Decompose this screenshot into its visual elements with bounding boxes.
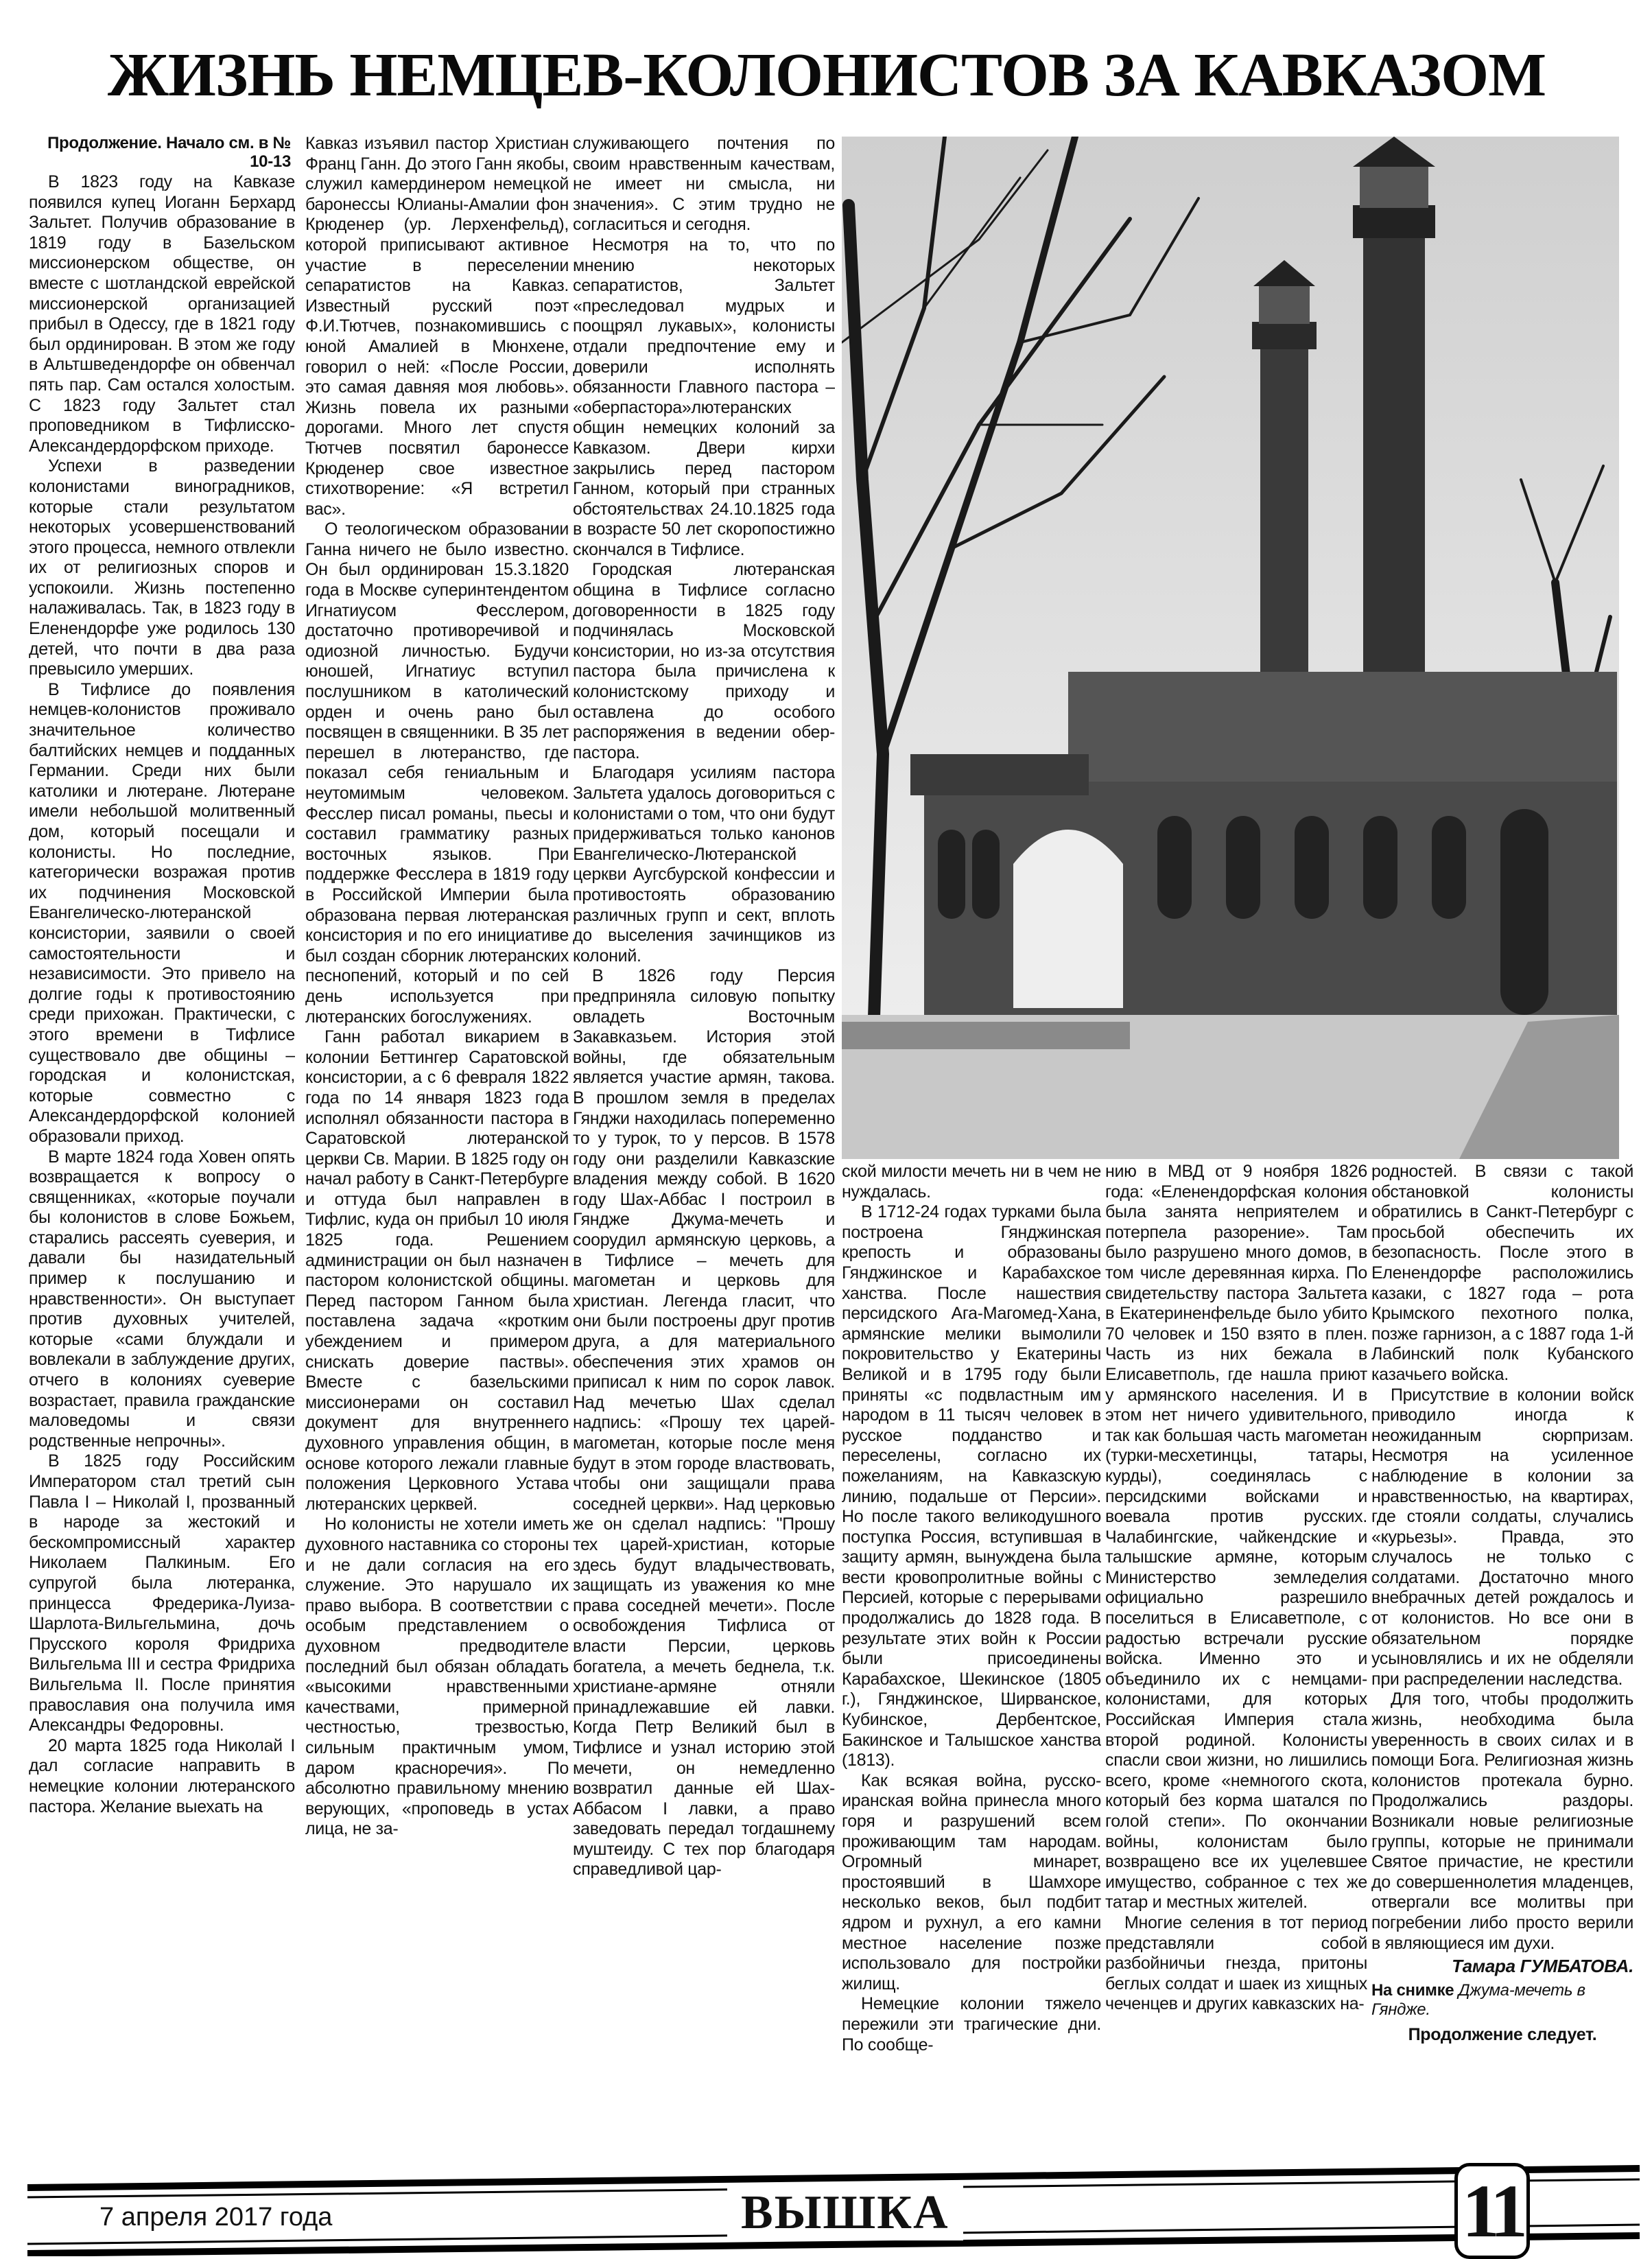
paragraph: служивающего почтения по своим нравственным качествам, не имеет ни смысла, ни значения». С этим трудно не согласиться и сегодня. [573, 134, 835, 235]
paragraph: В 1825 году Российским Императором стал третий сын Павла I – Николай I, прозванный в народе за жестокий и бескомпромиссный характер Николаем Палкиным. Его супругой была лютеранка, принцесса Фредерика-Луиза-Шарлота-Вильгельмина, дочь Прусского короля Фридриха Вильгельма III и сестра Фридриха Вильгельма II. После принятия православия она получила имя Александры Федоровны. [29, 1451, 295, 1735]
paragraph: Как всякая война, русско-иранская война принесла много горя и разрушений всем проживающим там народам. Огромный минарет, простоявший в Шамхоре несколько веков, был подбит ядром и рухнул, а его камни местное население позже использовало для постройки жилищ. [842, 1770, 1101, 1993]
article-column-4 [842, 1162, 1101, 2148]
paragraph: Присутствие в колонии войск приводило иногда к неожиданным сюрпризам. Несмотря на усиленное наблюдение в колонии за нравственностью, на квартирах, где стояли солдаты, случались «курьезы». Правда, это случалось не только с солдатами. Достаточно много внебрачных детей рождалось и от колонистов. Но все они в обязательном порядке усыновлялись и их не обделяли при распределении наследства. [1371, 1385, 1633, 1689]
paragraph: В Тифлисе до появления немцев-колонистов проживало значительное количество балтийских немцев и подданных Германии. Среди них были католики и лютеране. Лютеране имели небольшой молитвенный дом, который посещали и колонисты. Но последние, категорически возражая против их подчинения Московской Евангелическо-лютеранской консистории, заявили о своей самостоятельности и независимости. Это привело на долгие годы к противостоянию среди прихожан. Практически, с этого времени в Тифлисе существовало две общины – городская и колонистская, которые совместно с Александердорфской колонией образовали приход. [29, 679, 295, 1146]
article-column-1 [29, 134, 295, 2148]
article-column-6 [1371, 1162, 1633, 2148]
paragraph: Немецкие колонии тяжело пережили эти трагические дни. По сообще- [842, 1994, 1101, 2055]
issue-date: 7 апреля 2017 года [99, 2203, 333, 2232]
caption-label: На снимке [1371, 1980, 1454, 2000]
paragraph: Многие селения в тот период представляли собой разбойничьи гнезда, притоны беглых солдат и шаек из хищных чеченцев и других кавказских на- [1105, 1912, 1367, 2014]
caption-text: Джума-мечеть в Гяндже. [1371, 1980, 1585, 2019]
paragraph: Несмотря на то, что по мнению некоторых сепаратистов, Зальтет «преследовал мудрых и поощрял лукавых», колонисты отдали предпочтение ему и доверили исполнять обязанности Главного пастора – «оберпастора»лютеранских общин немецких колоний за Кавказом. Двери кирхи закрылись перед пастором Ганном, который при странных обстоятельствах 24.10.1825 года в возрасте 50 лет скоропостижно скончался в Тифлисе. [573, 235, 835, 559]
author-signature: Тамара ГУМБАТОВА. [1452, 1956, 1633, 1977]
article-column-2 [305, 134, 569, 2148]
paragraph: Благодаря усилиям пастора Зальтета удалось договориться с колонистами о том, что они будут придерживаться только канонов Евангелическо-Лютеранской церкви Аугсбурской конфессии и противостоять образованию различных групп и сект, вплоть до выселения зачинщиков из колоний. [573, 763, 835, 965]
paragraph: Но колонисты не хотели иметь духовного наставника со стороны и не дали согласия на его служение. Это нарушало их право выбора. В соответствии с особым представлением о духовном предводителе последний был обязан обладать «высокими нравственными качествами, примерной честностью, трезвостью, сильным практичным умом, даром красноречия». По абсолютно правильному мнению верующих, «проповедь в устах лица, не за- [305, 1514, 569, 1839]
juma-mosque-image [842, 137, 1619, 1159]
paragraph: ской милости мечеть ни в чем не нуждалась. [842, 1162, 1101, 1202]
paragraph: Кавказ изъявил пастор Христиан Франц Ганн. До этого Ганн якобы, служил камердинером немецкой баронессы Юлианы-Амалии фон Крюденер (ур. Лерхенфельд), которой приписывают активное участие в переселении сепаратистов на Кавказ. Известный русский поэт Ф.И.Тютчев, познакомившись с юной Амалией в Мюнхене, говорил о ней: «После России, это самая давняя моя любовь». Жизнь повела их разными дорогами. Много лет спустя Тютчев посвятил баронессе Крюденер свое известное стихотворение: «Я встретил вас». [305, 134, 569, 519]
paragraph: нию в МВД от 9 ноября 1826 года: «Еленендорфская колония была занята неприятелем и потерпела разорение». Там было разрушено много домов, в том числе деревянная кирха. По свидетельству пастора Зальтета в Екатериненфельде было убито 70 человек и 150 взято в плен. Часть из них бежала в Елисаветполь, где нашла приют у армянского населения. И в этом нет ничего удивительного, так как большая часть магометан (турки-месхетинцы, татары, курды), соединялась с персидскими войсками и воевала против русских. Чалабингские, чайкендские и талышские армяне, которым Министерство земледелия официально разрешило поселиться в Елисаветполе, с радостью встречали русские войска. Именно это и объединило их с немцами-колонистами, для которых Российская Империя стала второй родиной. Колонисты спасли свои жизни, но лишились всего, кроме «немногого скота, который без корма шатался по голой степи». По окончании войны, колонистам было возвращено все их уцелевшее имущество, собранное с тех же татар и местных жителей. [1105, 1162, 1367, 1912]
article-column-5 [1105, 1162, 1367, 2148]
page-footer [0, 2148, 1652, 2256]
paragraph: В 1826 году Персия предприняла силовую попытку овладеть Восточным Закавказьем. История этой войны, где обязательным является участие армян, такова. В прошлом земля в пределах Гянджи находилась попеременно то у турок, то у персов. В 1578 году они разделили Кавказские владения между собой. В 1620 году Шах-Аббас I построил в Гяндже Джума-мечеть и соорудил армянскую церковь, а в Тифлисе – мечеть для магометан и церковь для христиан. Легенда гласит, что они были построены друг против друга, а для материального обеспечения этих храмов он приписал к ним по сорок лавок. Над мечетью Шах сделал надпись: «Прошу тех царей-магометан, которые после меня будут в этом городе властвовать, чтобы они защищали права соседней церкви». Над церковью же он сделал надпись: "Прошу тех царей-христиан, которые здесь будут владычествовать, защищать из уважения ко мне права соседней мечети». После освобождения Тифлиса от власти Персии, церковь богатела, а мечеть беднела, т.к. христиане-армяне отняли принадлежавшие ей лавки. Когда Петр Великий был в Тифлисе и узнал историю этой мечети, он немедленно возвратил данные ей Шах-Аббасом I лавки, а право заведовать передал тогдашнему муштеиду. С тех пор благодаря справедливой цар- [573, 966, 835, 1880]
headline [21, 27, 1633, 130]
newspaper-name: ВЫШКА [727, 2186, 963, 2240]
article-column-3 [573, 134, 835, 2148]
paragraph: 20 марта 1825 года Николай I дал согласие направить в немецкие колонии лютеранского пастора. Желание выехать на [29, 1735, 295, 1816]
continued-from-note: Продолжение. Начало см. в № 10-13 [47, 134, 291, 171]
paragraph: Успехи в разведении колонистами виноградников, которые стали результатом некоторых усовершенствований этого процесса, немного отвлекли их от религиозных споров и успокоили. Жизнь постепенно налаживалась. Так, в 1823 году в Еленендорфе уже родилось 130 детей, что почти в два раза превысило умерших. [29, 456, 295, 679]
paragraph: В 1712-24 годах турками была построена Гянджинская крепость и образованы Гянджинское и Карабахское ханства. После нашествия персидского Ага-Магомед-Хана, армянские мелики вымолили покровительство у Екатерины Великой и в 1795 году были приняты «с подвластным им народом в 11 тысяч человек в русское подданство и переселены, согласно их пожеланиям, на Кавказскую линию, подальше от Персии». Но после такого великодушного поступка Россия, вступившая в защиту армян, вынуждена была вести кровопролитные войны с Персией, которые с перерывами продолжались до 1828 года. В результате этих войн к России были присоединены Карабахское, Шекинское (1805 г.), Гянджинское, Ширванское, Кубинское, Дербентское, Бакинское и Талышское ханства (1813). [842, 1202, 1101, 1770]
headline-text: ЖИЗНЬ НЕМЦЕВ-КОЛОНИСТОВ ЗА КАВКАЗОМ [107, 41, 1546, 109]
paragraph: В марте 1824 года Ховен опять возвращается к вопросу о священниках, «которые поучали бы колонистов в слове Божьем, старались рассеять суеверия, и давали бы назидательный пример к послушанию и нравственности». Он выступает против духовных учителей, которые «сами блуждали и вовлекали в заблуждение других, отчего в колониях суеверие возрастает, правила гражданские маловедомы и связи родственные непрочны». [29, 1147, 295, 1451]
mosque-photo [842, 137, 1619, 1159]
paragraph: О теологическом образовании Ганна ничего не было известно. Он был ординирован 15.3.1820 года в Москве суперинтендентом Игнатиусом Фесслером, достаточно противоречивой и одиозной личностью. Будучи юношей, Игнатиус вступил послушником в католический орден и очень рано был посвящен в священники. В 35 лет перешел в лютеранство, где показал себя гениальным и неутомимым человеком. Фесслер писал романы, пьесы и составил грамматику разных восточных языков. При поддержке Фесслера в 1819 году в Российской Империи была образована первая лютеранская консистория и по его инициативе был создан сборник лютеранских песнопений, который и по сей день используется при лютеранских богослужениях. [305, 519, 569, 1027]
to-be-continued: Продолжение следует. [1408, 2024, 1597, 2044]
paragraph: Ганн работал викарием в колонии Беттингер Саратовской консистории, а с 6 февраля 1822 года по 14 января 1823 года исполнял обязанности пастора в Саратовской лютеранской церкви Св. Марии. В 1825 году он начал работу в Санкт-Петербурге и оттуда был направлен в Тифлис, куда он прибыл 10 июля 1825 года. Решением администрации он был назначен пастором колонистской общины. Перед пастором Ганном была поставлена задача «кротким убеждением и примером снискать доверие паствы». Вместе с базельскими миссионерами он составил документ для внутреннего духовного управления общин, в основе которого лежали главные положения Церковного Устава лютеранских церквей. [305, 1027, 569, 1514]
paragraph: родностей. В связи с такой обстановкой колонисты обратились в Санкт-Петербург с просьбой обеспечить их безопасность. После этого в Еленендорфе расположились казаки, с 1827 года – рота Крымского пехотного полка, позже гарнизон, а с 1887 года 1-й Лабинский полк Кубанского казачьего войска. [1371, 1162, 1633, 1384]
page-number: 11 [1454, 2163, 1530, 2259]
photo-caption [1371, 1981, 1633, 2020]
paragraph: В 1823 году на Кавказе появился купец Иоганн Берхард Зальтет. Получив образование в 1819 году в Базельском миссионерском обществе, он вместе с шотландской еврейской миссионерской организацией прибыл в Одессу, где в 1821 году был ординирован. В этом же году в Альтшведендорфе он обвенчал пять пар. Сам остался холостым. С 1823 году Зальтет стал проповедником в Тифлисско-Александердорфском приходе. [29, 172, 295, 456]
paragraph: Городская лютеранская община в Тифлисе согласно договоренности в 1825 году подчинялась Московской консистории, но из-за отсутствия пастора была причислена к колонистскому приходу и оставлена до особого распоряжения в ведении обер-пастора. [573, 560, 835, 762]
paragraph: Для того, чтобы продолжить жизнь, необходима была уверенность в своих силах и в помощи Бога. Религиозная жизнь колонистов протекала бурно. Продолжались раздоры. Возникали новые религиозные группы, которые не принимали Святое причастие, не крестили до совершеннолетия младенцев, отвергали все молитвы при погребении либо просто верили в являющиеся им духи. [1371, 1689, 1633, 1953]
